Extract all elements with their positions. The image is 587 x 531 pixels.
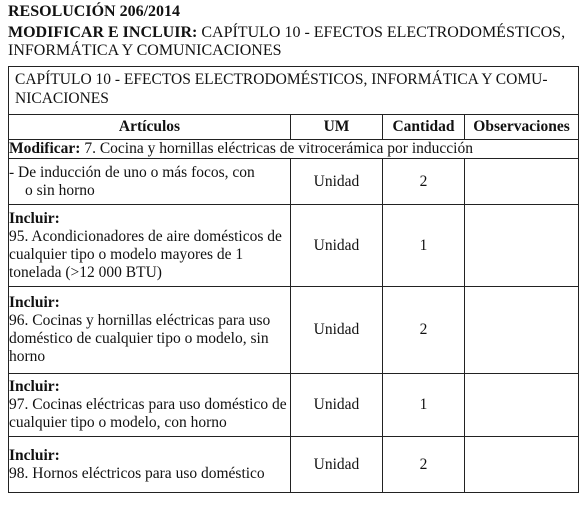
action-statement bbox=[8, 24, 579, 60]
chapter-line-1: CAPÍTULO 10 - EFECTOS ELECTRODOMÉSTICOS, INFORMÁTICA Y COMU- bbox=[15, 71, 548, 88]
observations-cell bbox=[465, 159, 579, 205]
quantity-cell: 2 bbox=[383, 437, 465, 493]
header-cantidad: Cantidad bbox=[383, 115, 465, 140]
chapter-line-2: NICACIONES bbox=[15, 90, 109, 107]
observations-cell bbox=[465, 205, 579, 287]
item-cell bbox=[9, 287, 291, 374]
action-text: CAPÍTULO 10 - EFECTOS ELECTRODOMÉSTICOS, INFORMÁTICA Y COMUNICACIONES bbox=[8, 24, 566, 59]
um-cell: Unidad bbox=[291, 374, 383, 437]
item-cell bbox=[9, 205, 291, 287]
header-articulos: Artículos bbox=[9, 115, 291, 140]
table-row bbox=[9, 287, 579, 374]
header-um: UM bbox=[291, 115, 383, 140]
action-label: MODIFICAR E INCLUIR: bbox=[8, 24, 198, 41]
include-label: Incluir: bbox=[9, 378, 60, 395]
modify-cell bbox=[9, 140, 579, 159]
modify-text: 7. Cocina y hornillas eléctricas de vitrocerámica por inducción bbox=[80, 140, 473, 157]
item-text: 96. Cocinas y hornillas eléctricas para uso doméstico de cualquier tipo o modelo, sin horno bbox=[9, 312, 271, 365]
item-text: 95. Acondicionadores de aire domésticos de cualquier tipo o modelo mayores de 1 tonelada (>12 000 BTU) bbox=[9, 227, 282, 281]
item-cell bbox=[9, 374, 291, 437]
articles-table bbox=[8, 66, 579, 493]
quantity-cell: 2 bbox=[383, 159, 465, 205]
include-label: Incluir: bbox=[9, 209, 60, 227]
table-row bbox=[9, 159, 579, 205]
item-cell bbox=[9, 437, 291, 493]
um-cell: Unidad bbox=[291, 159, 383, 205]
item-text: 97. Cocinas eléctricas para uso doméstico de cualquier tipo o modelo, con horno bbox=[9, 396, 287, 431]
quantity-cell: 1 bbox=[383, 205, 465, 287]
include-label: Incluir: bbox=[9, 446, 60, 464]
observations-cell bbox=[465, 437, 579, 493]
modify-label: Modificar: bbox=[9, 140, 81, 157]
um-cell: Unidad bbox=[291, 205, 383, 287]
um-cell: Unidad bbox=[291, 287, 383, 374]
item-line-2: o sin horno bbox=[25, 181, 95, 199]
observations-cell bbox=[465, 287, 579, 374]
chapter-cell bbox=[9, 67, 579, 115]
header-row bbox=[9, 115, 579, 140]
table-row bbox=[9, 437, 579, 493]
item-line-1: - De inducción de uno o más focos, con bbox=[9, 163, 255, 181]
table-row bbox=[9, 205, 579, 287]
modify-row bbox=[9, 140, 579, 159]
item-text: 98. Hornos eléctricos para uso doméstico bbox=[9, 464, 265, 482]
header-observaciones: Observaciones bbox=[465, 115, 579, 140]
item-cell bbox=[9, 159, 291, 205]
include-label: Incluir: bbox=[9, 294, 60, 311]
chapter-row bbox=[9, 67, 579, 115]
observations-cell bbox=[465, 374, 579, 437]
quantity-cell: 2 bbox=[383, 287, 465, 374]
table-row bbox=[9, 374, 579, 437]
resolution-title: RESOLUCIÓN 206/2014 bbox=[8, 3, 181, 20]
quantity-cell: 1 bbox=[383, 374, 465, 437]
um-cell: Unidad bbox=[291, 437, 383, 493]
